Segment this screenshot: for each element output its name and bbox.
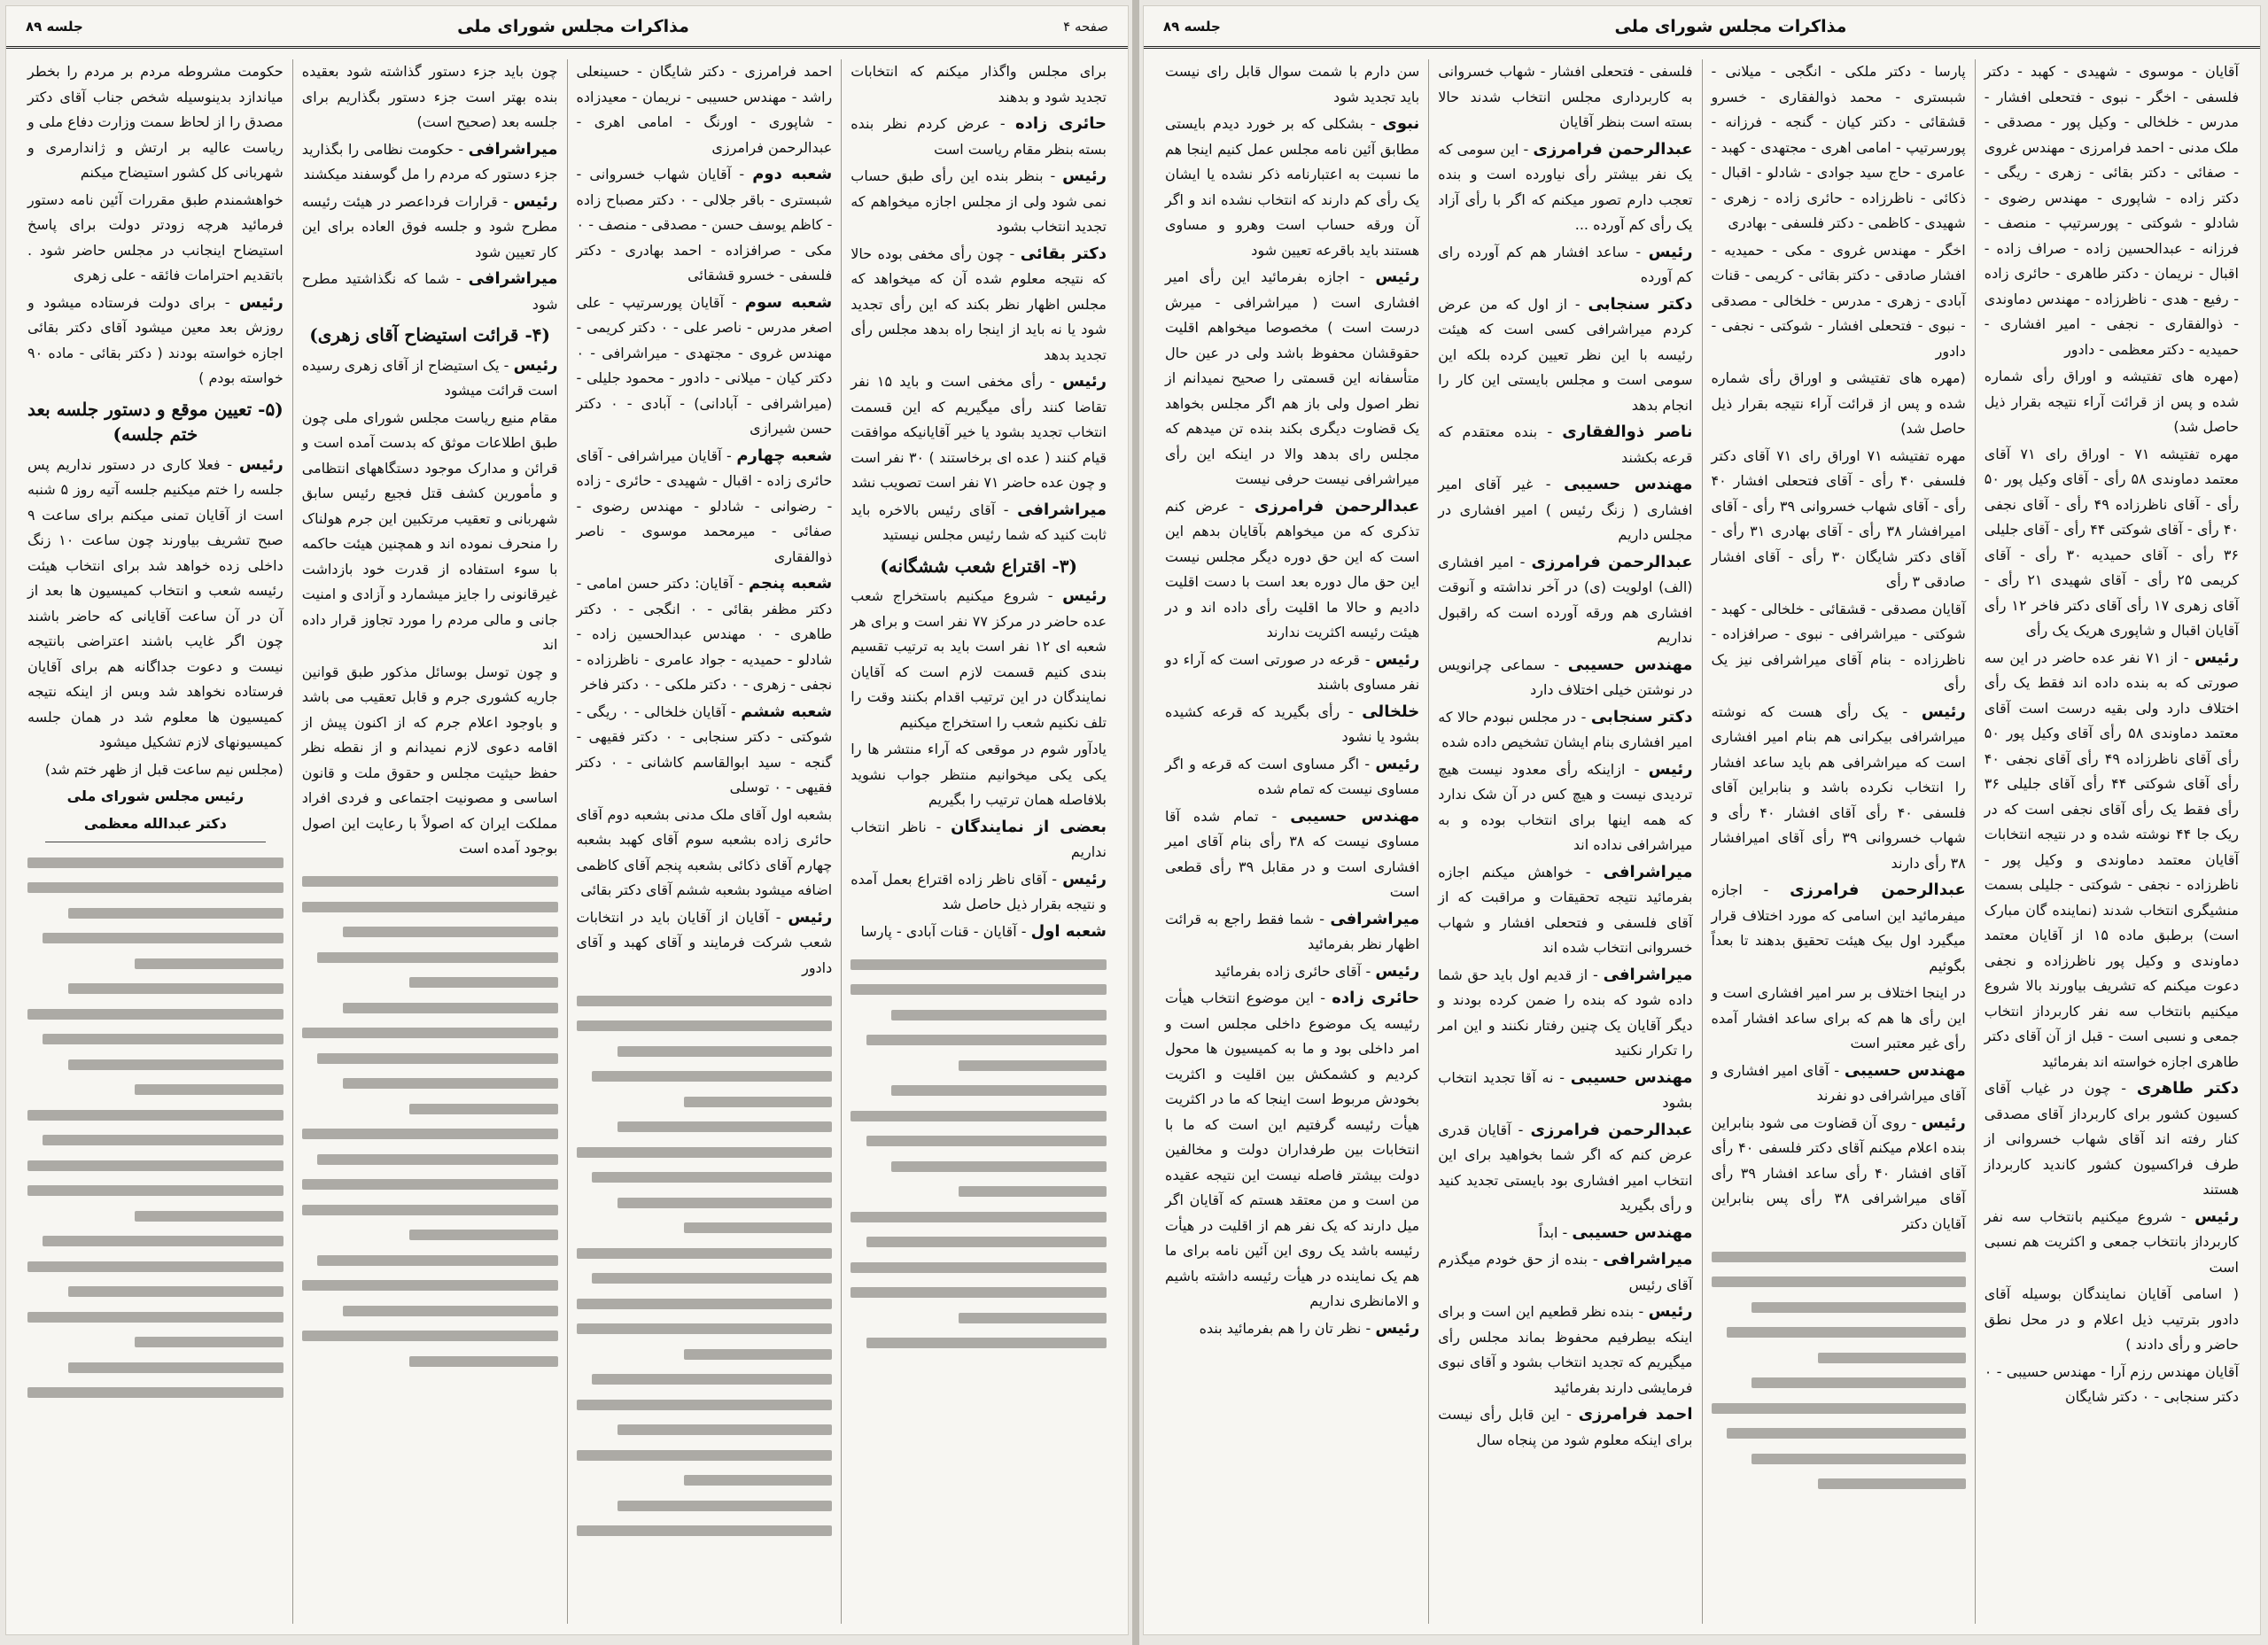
speaker-name: عبدالرحمن فرامرزی bbox=[1254, 496, 1420, 516]
speaker-name: دکتر بقائی bbox=[1020, 244, 1107, 263]
right-page-header bbox=[1144, 6, 2260, 49]
speaker-name: رئیس bbox=[1648, 1302, 1693, 1321]
left-col-2 bbox=[292, 59, 567, 1624]
speech-text: - ساعد افشار هم کم آورده رای کم آورده bbox=[1438, 243, 1693, 285]
speaker-name: رئیس bbox=[1375, 961, 1420, 981]
branch-heading: شعبه اول bbox=[1030, 921, 1107, 941]
speaker-name: رئیس bbox=[1062, 586, 1107, 605]
member-list: - آقایان خلخالی - ۰ ریگی - شوکتی - دکتر سنجابی - ۰ دکتر فقیهی - گنجه - سید ابوالقاسم کاشانی - ۰ دکتر فقیهی - ۰ توسلی bbox=[576, 702, 833, 795]
speech-text: - شروع میکنیم بانتخاب سه نفر کاربرداز بانتخاب جمعی و اکثریت هم نسبی است bbox=[1984, 1207, 2239, 1276]
text-filler bbox=[850, 959, 1107, 1349]
speaker-name: عبدالرحمن فرامرزی bbox=[1531, 552, 1693, 571]
session-end-note: (مجلس نیم ساعت قبل از ظهر ختم شد) bbox=[44, 760, 284, 778]
speaker-name: بعضی از نمایندگان bbox=[951, 817, 1107, 836]
branch-heading: شعبه چهارم bbox=[736, 446, 833, 465]
speech-text: - فعلا کاری در دستور نداریم پس جلسه را ختم میکنیم جلسه آتیه روز ۵ شنبه است از آقایان تمنی میکنم برای ساعت ۹ صبح تشریف بیاورند چون ساعت ۱۰ زنگ داخلی زده خواهد شد برای انتخاب هیئت رئیسه شعب و انتخاب کمیسیون ها بعد از آن در آن ساعت آقایانی که حاضر باشند چون اگر غایب باشند اعتراضی بانتیجه نیست و دعوت جداگانه هم برای آقایان فرستاده نخواهد شد وبس از اینکه نتیجه کمیسیون ها معلوم شد در همان جلسه کمیسیونهای لازم تشکیل میشود bbox=[27, 455, 284, 750]
speaker-name: احمد فرامرزی bbox=[1578, 1405, 1693, 1424]
vote-results: مهره تفتیشه ۷۱ - اوراق رای ۷۱ آقای معتمد دماوندی ۵۸ رأی - آقای وکیل پور ۵۰ رأی - آقای ناظرزاده ۴۹ رأی - آقای نجفی ۴۰ رأی - آقای شوکتی ۴۴ رأی - آقای جلیلی ۳۶ رأی - آقای حمیدیه ۳۰ رأی - آقای کریمی ۲۵ رأی - آقای شهیدی ۲۱ رأی - آقای زهری ۱۷ رأی آقای دکتر فاخر ۱۲ رأی آقایان اقبال و شاپوری هریک یک رأی bbox=[1984, 445, 2240, 639]
speaker-name: میراشرافی bbox=[1603, 862, 1693, 881]
left-col-1 bbox=[19, 59, 292, 1624]
speech-text: - عرض کنم تذکری که من میخواهم بآقایان بدهم این است که این حق دوره دیگر مجلس نیست این حق مال دوره بعد است با دست اقلیت دادیم و حالا ما اقلیت رأی داده اند و در هیئت رئیسه اکثریت ندارند bbox=[1165, 497, 1420, 640]
speaker-name: مهندس حسیبی bbox=[1567, 655, 1693, 674]
member-list: - آقایان پورسرتیپ - علی اصغر مدرس - ناصر علی - ۰ دکتر کریمی - مهندس غروی - مجتهدی - میراشرافی - ۰ دکتر کیان - میلانی - دادور - محمود جلیلی - (میراشرافی - آبادانی) - آبادی - ۰ دکتر حسن شیرازی bbox=[576, 293, 833, 437]
speaker-name: دکتر طاهری bbox=[2136, 1079, 2240, 1098]
speech-text: - رأی بگیرید که قرعه کشیده بشود یا نشود bbox=[1165, 702, 1420, 745]
member-list: احمد فرامرزی - دکتر شایگان - حسینعلی راشد - مهندس حسیبی - نریمان - معیدزاده - شاپوری - اورنگ - امامی اهری - عبدالرحمن فرامرزی bbox=[576, 63, 833, 156]
paragraph: مقام منیع ریاست مجلس شورای ملی چون طبق اطلاعات موثق که بدست آمده است و قرائن و مدارک موجود دستگاههای انتظامی و مأمورین کشف قتل فجیع رئیس سابق شهربانی و تعقیب مرتکبین این جرم هولناک را منحرف نموده اند و همچنین هیئت حاکمه با سوء استفاده از قدرت خود بازداشت غیرقانونی را جایز میشمارد و آزادی و امنیت جانی و مالی مردم را مورد تجاوز قرار داده اند bbox=[301, 408, 558, 653]
speaker-name: رئیس bbox=[238, 454, 284, 474]
speaker-name: رئیس bbox=[788, 907, 833, 927]
speaker-name: میراشرافی bbox=[468, 269, 558, 288]
speech-text: - از اول که من عرض کردم میراشرافی کسی است که هیئت رئیسه با این نظر تعیین کرده بلکه این سومی است و مجلس بایستی این کار را انجام بدهد bbox=[1438, 295, 1693, 414]
left-col-3 bbox=[567, 59, 842, 1624]
right-page bbox=[1143, 5, 2261, 1635]
speech-text: - از ۷۱ نفر عده حاضر در این سه صورتی که به بنده داده اند فقط یک رأی اختلاف دارد ولی بقیه درست است آقای معتمد دماوندی ۵۸ رأی آقای وکیل پور ۵۰ رأی آقای ناظرزاده ۴۹ رأی آقای نجفی ۴۰ رأی آقای شوکتی ۴۴ رأی آقای جلیلی ۳۶ رأی فقط یک رأی آقای نجفی است که در ریک جا ۴۴ نوشته شده و در نتیجه انتخابات آقایان معتمد دماوندی و وکیل پور - ناظرزاده - نجفی - شوکتی - جلیلی بسمت منشیگری انتخاب شدند (نماینده گان مبارک است) برطبق ماده ۱۵ از آقایان معتمد دماوندی و وکیل پور ناظرزاده و نجفی دعوت میکنم که تشریف بیاورند بالا شروع میکنیم بانتخاب سه نفر کاربرداز انتخاب جمعی و نسبی است - قبل از آن آقای دکتر طاهری اجازه خواسته اند بفرمائید bbox=[1984, 648, 2240, 1070]
speaker-name: مهندس حسیبی bbox=[1844, 1060, 1966, 1080]
speaker-name: رئیس bbox=[1375, 268, 1420, 286]
paragraph: فلسفی - فتحعلی افشار - شهاب خسروانی به کاربرداری مجلس انتخاب شدند حالا بسته است بنظر آقایان bbox=[1438, 63, 1693, 130]
speech-text: - قرارات فرداعصر در هیئت رئیسه مطرح شود و جلسه فوق العاده برای این کار تعیین شود bbox=[301, 192, 558, 260]
speaker-name: مهندس حسیبی bbox=[1570, 1067, 1693, 1087]
speaker-name: رئیس bbox=[2194, 648, 2240, 667]
speaker-name: میراشرافی bbox=[468, 139, 558, 159]
speech-text: - آقایان قدری عرض کنم که اگر شما بخواهید برای این انتخاب امیر افشاری بود بایستی تجدید کنید و رأی بگیرید bbox=[1438, 1121, 1693, 1214]
member-list: اخگر - مهندس غروی - مکی - حمیدیه - افشار صادقی - دکتر بقائی - کریمی - قنات آبادی - زهری - مدرس - خلخالی - مصدقی - نبوی - فتحعلی افشار - شوکتی - نجفی - دادور bbox=[1711, 241, 1966, 360]
section-heading: (۳- اقتراع شعب ششگانه) bbox=[880, 555, 1077, 577]
member-list: آقایان مهندس رزم آرا - مهندس حسیبی - ۰ دکتر سنجابی - ۰ دکتر شایگان bbox=[1984, 1362, 2239, 1405]
speech-text: - سماعی چرانویس در نوشتن خیلی اختلاف دارد bbox=[1438, 656, 1693, 698]
left-col-4 bbox=[841, 59, 1115, 1624]
right-columns bbox=[1156, 59, 2248, 1624]
session-number: جلسه ۸۹ bbox=[1163, 18, 1221, 35]
member-list: - آقایان: دکتر حسن امامی - دکتر مظفر بقائی - ۰ انگجی - ۰ دکتر طاهری - ۰ مهندس عبدالحسین زاده - شادلو - حمیدیه - جواد عامری - ناظرزاده - نجفی - زهری - ۰ دکتر ملکی - ۰ دکتر فاخر bbox=[576, 575, 833, 693]
paragraph: ( اسامی آقایان نمایندگان بوسیله آقای دادور بترتیب ذیل اعلام و در محل نطق حاضر و رأی دادند ) bbox=[1984, 1285, 2239, 1353]
member-list: - آقایان - قنات آبادی - پارسا bbox=[860, 922, 1027, 940]
speech-text: - چون در غیاب آقای کسیون کشور برای کاربرداز آقای مصدقی کنار رفته اند آقای شهاب خسروانی از طرف فراکسیون کشور کاندید کاربرداز هستند bbox=[1984, 1080, 2239, 1198]
speech-text: - آقای حائری زاده بفرمائید bbox=[1214, 962, 1371, 980]
speaker-name: خلخالی bbox=[1362, 702, 1420, 721]
branch-heading: شعبه ششم bbox=[741, 702, 833, 721]
speaker-name: رئیس bbox=[513, 355, 558, 375]
text-filler bbox=[577, 996, 833, 1537]
speaker-name: عبدالرحمن فرامرزی bbox=[1533, 139, 1693, 159]
speech-text: - قرعه در صورتی است که آراء دو نفر مساوی باشند bbox=[1165, 650, 1420, 693]
speaker-name: مهندس حسیبی bbox=[1564, 475, 1693, 493]
right-col-3 bbox=[1702, 59, 1975, 1624]
speaker-name: رئیس bbox=[1921, 1113, 1966, 1132]
speech-text: - اگر مساوی است که قرعه و اگر مساوی نیست که تمام شده bbox=[1165, 755, 1420, 797]
speaker-name: حائری زاده bbox=[1014, 114, 1107, 133]
page-title: مذاکرات مجلس شورای ملی bbox=[1614, 16, 1847, 36]
speaker-name: رئیس bbox=[1062, 167, 1107, 185]
paragraph: در اینجا اختلاف بر سر امیر افشاری است و این رأی ها هم که برای ساعد افشار آمده رأی غیر معتبر است bbox=[1711, 984, 1966, 1051]
paragraph: (مهره های تفتیشی و اوراق رأی شماره شده و پس از قرائت آراء نتیجه بقرار ذیل حاصل شد) bbox=[1711, 369, 1966, 437]
left-page-header bbox=[6, 6, 1128, 49]
signature-role: رئیس مجلس شورای ملی bbox=[66, 788, 245, 804]
speech-text: - شما که نگذاشتید مطرح شود bbox=[301, 270, 558, 313]
speech-text: - رأی مخفی است و باید ۱۵ نفر تقاضا کنند رأی میگیریم که این قسمت انتخاب تجدید بشود یا خیر آقایانیکه موافقت قیام کنند ( عده ای برخاستند ) ۳۰ نفر است و چون عده حاضر ۷۱ نفر است تصویب نشد bbox=[850, 373, 1107, 491]
speech-text: - چون رأی مخفی بوده حالا که نتیجه معلوم شده آن که میخواهد که مجلس اظهار نظر بکند که این رأی تجدید شود یا نه باید از اینجا راه بدهد مجلس رأی تجدید بدهد bbox=[850, 244, 1107, 363]
paragraph: بشعبه اول آقای ملک مدنی بشعبه دوم آقای حائری زاده بشعبه سوم آقای کهبد بشعبه چهارم آقای ذکائی بشعبه پنجم آقای کاظمی اضافه میشود بشعبه ششم آقای دکتر بقائی bbox=[576, 805, 833, 898]
text-filler bbox=[1712, 1252, 1966, 1490]
speaker-name: عبدالرحمن فرامرزی bbox=[1530, 1120, 1693, 1139]
speaker-name: رئیس bbox=[1375, 649, 1420, 669]
speaker-name: دکتر سنجابی bbox=[1590, 707, 1693, 726]
speech-text: - نه آقا تجدید انتخاب بشود bbox=[1438, 1068, 1693, 1111]
speech-text: - تمام شده آقا مساوی نیست که ۳۸ رأی بنام آقای امیر افشاری است و در مقابل ۳۹ رأی قطعی است bbox=[1165, 807, 1420, 900]
member-list: - آقایان میراشرافی - آقای حائری زاده - اقبال - شهیدی - حائری - زاده - رضوانی - شادلو - مهندس رضوی - صفائی - میرمحمد موسوی - ناصر ذوالفقاری bbox=[576, 446, 833, 565]
speech-text: - آقای امیر افشاری و آقای میراشرافی دو نفرند bbox=[1711, 1061, 1966, 1104]
speech-text: - این سومی که یک نفر بیشتر رأی نیاورده است و بنده تعجب دارم تصور میکنم که اگر با رأی آزاد یک رأی کم آورده ... bbox=[1438, 140, 1693, 233]
speaker-name: رئیس bbox=[2194, 1207, 2239, 1226]
speaker-name: دکتر سنجابی bbox=[1588, 294, 1693, 314]
speaker-name: رئیس bbox=[1921, 702, 1966, 721]
speaker-name: میراشرافی bbox=[1330, 909, 1420, 928]
speech-text: - بنده از حق خودم میگذرم آقای رئیس bbox=[1438, 1251, 1693, 1293]
member-list: پارسا - دکتر ملکی - انگجی - میلانی - شبستری - محمد ذوالفقاری - خسرو قشقائی - دکتر کیان - گنجه - فرزانه - پورسرتیپ - امامی اهری - مجتهدی - کهبد - عامری - حاج سید جوادی - شادلو - اقبال - ذکائی - ناظرزاده - حائری زاده - زهری - شهیدی - کاظمی - دکتر فلسفی - بهادری bbox=[1711, 63, 1966, 231]
left-columns bbox=[19, 59, 1115, 1624]
member-list: آقایان - موسوی - شهیدی - کهبد - دکتر فلسفی - اخگر - نبوی - فتحعلی افشار - مدرس - خلخالی - وکیل پور - مصدقی - ملک مدنی - احمد فرامرزی - مهندس غروی - صفائی - دکتر بقائی - زهری - ریگی - دکتر زاده - شاپوری - مهندس رضوی - شادلو - شوکتی - پورسرتیپ - منصف - فرزانه - عبدالحسین زاده - صراف زاده - اقبال - نریمان - دکتر طاهری - حائری زاده - رفیع - هدی - ناظرزاده - مهندس دماوندی - ذوالفقاری - نجفی - امیر افشاری - حمیدیه - دکتر معظمی - دادور bbox=[1984, 63, 2239, 358]
speech-text: - آقایان از آقایان باید در انتخابات شعب شرکت فرمایند و آقای کهبد و آقای دادور bbox=[576, 908, 833, 976]
speech-text: - ابداً bbox=[1538, 1223, 1568, 1241]
paragraph: یادآور شوم در موقعی که آراء منتشر ها را یکی یکی میخوانیم منتظر جواب نشوید بلافاصله همان ترتیب را بگیریم bbox=[850, 741, 1107, 808]
page-title: مذاکرات مجلس شورای ملی bbox=[457, 16, 689, 36]
speech-text: - نظر تان را هم بفرمائید بنده bbox=[1199, 1319, 1371, 1337]
speech-text: - آقای رئیس بالاخره باید ثابت کنید که شما رئیس مجلس نیستید bbox=[850, 500, 1107, 543]
speaker-name: رئیس bbox=[1062, 372, 1107, 391]
speech-text: - برای دولت فرستاده میشود و روزش بعد معین میشود آقای دکتر بقائی اجازه خواسته بودند ( دکتر بقائی - ماده ۹۰ خواسته بودم ) bbox=[27, 293, 284, 386]
paragraph: برای مجلس واگذار میکنم که انتخابات تجدید شود و بدهند bbox=[850, 63, 1107, 105]
signature-name: دکتر عبدالله معظمی bbox=[83, 814, 227, 832]
paragraph: سن دارم با شمت سوال قابل رای نیست باید تجدید شود bbox=[1165, 63, 1420, 105]
branch-heading: شعبه سوم bbox=[744, 292, 833, 312]
right-col-4 bbox=[1975, 59, 2248, 1624]
speaker-name: رئیس bbox=[1375, 754, 1420, 773]
speech-text: - ازاینکه رأی معدود نیست هیچ تردیدی نیست و هیچ کس در آن شک ندارد که همه اینها برای انتخاب بوده و به میراشرافی نداده اند bbox=[1438, 760, 1693, 853]
speech-text: - روی آن قضاوت می شود بنابراین بنده اعلام میکنم آقای دکتر فلسفی ۴۰ رأی آقای افشار ۴۰ رأی ساعد افشار ۳۹ رأی آقای میراشرافی ۳۸ رأی پس بنابراین آقایان دکتر bbox=[1711, 1113, 1966, 1232]
speech-text: - امیر افشاری (الف) اولویت (ی) در آخر نداشته و آنوقت افشاری هم ورقه آورده است که راقبول نداریم bbox=[1438, 553, 1693, 646]
speech-text: - بشکلی که بر خورد دیدم بایستی مطابق آئین نامه مجلس عمل کنیم اینجا هم ما نسبت به اعتبارنامه ذکر نشده یا ایشان یک رأی کم دارند که انتخاب نشده اند و اگر آن ورقه حساب است وهرو و مساوی هستند باید باقرعه تعیین شود bbox=[1165, 115, 1420, 259]
speaker-name: حائری زاده bbox=[1332, 989, 1420, 1007]
speaker-name: رئیس bbox=[1648, 759, 1693, 779]
paragraph: و چون توسل بوسائل مذکور طبق قوانین جاریه کشوری جرم و قابل تعقیب می باشد و باوجود اعلام جرم که از اکنون پیش از اقامه دعوی لازم نمیدانم و از نقطه نظر حفظ حیثیت مجلس و حقوق ملت و قانون اساسی و مصونیت اجتماعی و فردی افراد مملکت ایران که اصولاً با رعایت این اصول بوجود آمده است bbox=[301, 663, 558, 857]
speech-text: - شما فقط راجع به قرائت اظهار نظر بفرمائید bbox=[1165, 910, 1420, 952]
paragraph: حکومت مشروطه مردم بر مردم را بخطر میاندازد بدینوسیله شخص جناب آقای دکتر مصدق را از لحاظ سمت وزارت دفاع ملی و ریاست عالیه بر ارتش و ژاندارمری و شهربانی کل کشور استیضاح میکنم bbox=[27, 63, 284, 181]
paragraph: (مهره های تفتیشه و اوراق رأی شماره شده و پس از قرائت آراء نتیجه بقرار ذیل حاصل شد) bbox=[1984, 368, 2239, 435]
speaker-name: مهندس حسیبی bbox=[1572, 1222, 1693, 1242]
right-col-1 bbox=[1156, 59, 1428, 1624]
speech-text: - شروع میکنیم باستخراج شعب عده حاضر در مرکز ۷۷ نفر است و برای هر شعبه ای ۱۲ نفر است باید به ترتیب تقسیم بندی کنیم قسمت لازم است که آقایان نمایندگان در این ترتیب اقدام بکنند وقت را تلف نکنیم شعب را استخراج میکنیم bbox=[850, 587, 1107, 731]
text-filler bbox=[302, 876, 558, 1367]
speech-text: - بنظر بنده این رأی طبق حساب نمی شود ولی از مجلس اجازه میخواهم که تجدید انتخاب بشود bbox=[850, 167, 1107, 235]
speaker-name: رئیس bbox=[513, 191, 558, 211]
right-col-2 bbox=[1428, 59, 1701, 1624]
paragraph: چون باید جزء دستور گذاشته شود بعقیده بنده بهتر است جزء دستور بگذاریم برای جلسه بعد (صحیح است) bbox=[301, 63, 558, 130]
speech-text: - حکومت نظامی را بگذارید جزء دستور که مردم را مل گوسفند میکشند bbox=[301, 140, 558, 182]
branch-heading: شعبه دوم bbox=[752, 165, 833, 183]
speaker-name: ناصر ذوالفقاری bbox=[1562, 423, 1693, 441]
book-spine bbox=[1132, 0, 1139, 1645]
speech-text: - خواهش میکنم اجازه بفرمائید نتیجه تحقیقات و مراقبت که از آقای فلسفی و فتحعلی افشار و شهاب خسروانی انتخاب شده اند bbox=[1438, 863, 1693, 956]
speech-text: - ناظر انتخاب نداریم bbox=[850, 818, 1107, 860]
speaker-name: عبدالرحمن فرامرزی bbox=[1790, 881, 1966, 899]
member-list: آقایان مصدقی - قشقائی - خلخالی - کهبد - شوکتی - میراشرافی - نبوی - صرافزاده - ناظرزاده - بنام آقای میراشرافی نیز یک رأی bbox=[1711, 600, 1966, 693]
speech-text: - در مجلس نبودم حالا که امیر افشاری بنام ایشان تشخیص داده شده bbox=[1438, 708, 1693, 750]
speech-text: - یک رأی هست که نوشته میراشرافی بیکرانی هم بنام امیر افشاری است که میراشرافی هم باید ساعد افشار را انتخاب نکرده باشد و بنابراین آقای فلسفی ۴۰ رأی آقای افشار ۴۰ رأی و شهاب خسروانی ۳۹ رأی آقای امیرافشار ۳۸ رأی دارند bbox=[1711, 702, 1966, 872]
speech-text: - این قابل رأی نیست برای اینکه معلوم شود من پنجاه سال bbox=[1438, 1406, 1693, 1448]
branch-heading: شعبه پنجم bbox=[748, 574, 833, 593]
paragraph: خواهشمندم طبق مقررات آئین نامه دستور فرمائید هرچه زودتر دولت برای پاسخ استیضاح اینجانب در مجلس حاضر شود . باتقدیم احترامات فائقه - علی زهری bbox=[27, 190, 284, 283]
speech-text: - از قدیم اول باید حق شما داده شود که بنده را ضمن کرده بودند و دیگر آقایان یک چنین رفتار نکنند و این امر را تکرار نکنید bbox=[1438, 966, 1693, 1059]
page-number: صفحه ۴ bbox=[1063, 18, 1108, 35]
speech-text: - بنده نظر قطعیم این است و برای اینکه بیطرفیم محفوظ بماند مجلس رأی میگیریم که تجدید انتخاب بشود و آقای نبوی فرمایشی دارند بفرمائید bbox=[1438, 1303, 1693, 1396]
speaker-name: رئیس bbox=[238, 292, 284, 312]
speaker-name: رئیس bbox=[1648, 242, 1693, 261]
left-page bbox=[5, 5, 1129, 1635]
text-filler bbox=[27, 857, 284, 1399]
section-heading: (۵- تعیین موقع و دستور جلسه بعد ختم جلسه) bbox=[27, 398, 284, 445]
speech-text: - این موضوع انتخاب هیأت رئیسه یک موضوع داخلی مجلس است و امر داخلی بود و ما به کمیسیون ها محول کردیم و کشمکش بین اقلیت و اکثریت بخودش مربوط است اینجا که ما در اکثریت هیأت رئیسه گرفتیم این است که ما با انتخابات بین طرفداران دولت و مخالفین دولت بیشتر فاصله نیست این نتیجه عقیده من است و من معتقد هستم که آقایان اگر میل دارند که یک نفر هم از اقلیت در هیأت رئیسه باشد یک روی این آئین نامه برای ما هم یک نماینده در هیأت رئیسه داشته باشیم و الامانظری نداریم bbox=[1165, 989, 1420, 1309]
speech-text: - اجازه بفرمائید این رأی امیر افشاری است ( میراشرافی - میرش درست است ) مخصوصا میخواهم اقلیت حقوقشان محفوظ باشد ولی در عین حال متأسفانه این قسمتی را صحیح نمیدانم از نظر اصول ولی باز هم اگر مجلس بخواهد یک قضاوت دیگری بکند بنده تن میدهم که مجلس رای بدهد والا در اینکه این رأی میراشرافی نیست حرفی نیست bbox=[1165, 268, 1420, 487]
speech-text: - بنده معتقدم که قرعه بکشند bbox=[1438, 423, 1693, 466]
speaker-name: نبوی bbox=[1382, 114, 1420, 133]
section-heading: (۴- قرائت استیضاح آقای زهری) bbox=[309, 324, 550, 345]
member-list: - آقایان شهاب خسروانی - شبستری - باقر جلالی - ۰ دکتر مصباح زاده - کاظم یوسف حسن - مصدقی - منصف - ۰ مکی - صرافزاده - احمد بهادری - دکتر فلسفی - خسرو قشقائی bbox=[576, 166, 833, 283]
speech-text: - یک استیضاح از آقای زهری رسیده است قرائت میشود bbox=[301, 356, 558, 399]
speaker-name: رئیس bbox=[1062, 869, 1107, 888]
speaker-name: مهندس حسیبی bbox=[1290, 806, 1420, 826]
speech-text: - اجازه میفرمائید این اسامی که مورد اختلاف قرار میگیرد اول بیک هیئت تحقیق بدهند تا بعداً بگوئیم bbox=[1711, 881, 1966, 974]
speaker-name: میراشرافی bbox=[1603, 965, 1693, 984]
speech-text: - غیر آقای امیر افشاری ( زنگ رئیس ) امیر افشاری در مجلس داریم bbox=[1438, 476, 1693, 543]
speaker-name: میراشرافی bbox=[1017, 500, 1107, 519]
session-number: جلسه ۸۹ bbox=[26, 18, 83, 35]
speaker-name: رئیس bbox=[1375, 1318, 1420, 1338]
vote-results: مهره تفتیشه ۷۱ اوراق رای ۷۱ آقای دکتر فلسفی ۴۰ رأی - آقای فتحعلی افشار ۴۰ رأی - آقای شهاب خسروانی ۳۹ رأی - آقای امیرافشار ۳۸ رأی - آقای بهادری ۳۱ رأی - آقای دکتر شایگان ۳۰ رأی - آقای افشار صادقی ۳ رأی bbox=[1711, 446, 1966, 590]
speech-text: - عرض کردم نظر بنده بسته بنظر مقام ریاست است bbox=[850, 115, 1107, 158]
speaker-name: میراشرافی bbox=[1603, 1250, 1693, 1269]
speech-text: - آقای ناظر زاده اقتراع بعمل آمده و نتیجه بقرار ذیل حاصل شد bbox=[850, 870, 1107, 912]
